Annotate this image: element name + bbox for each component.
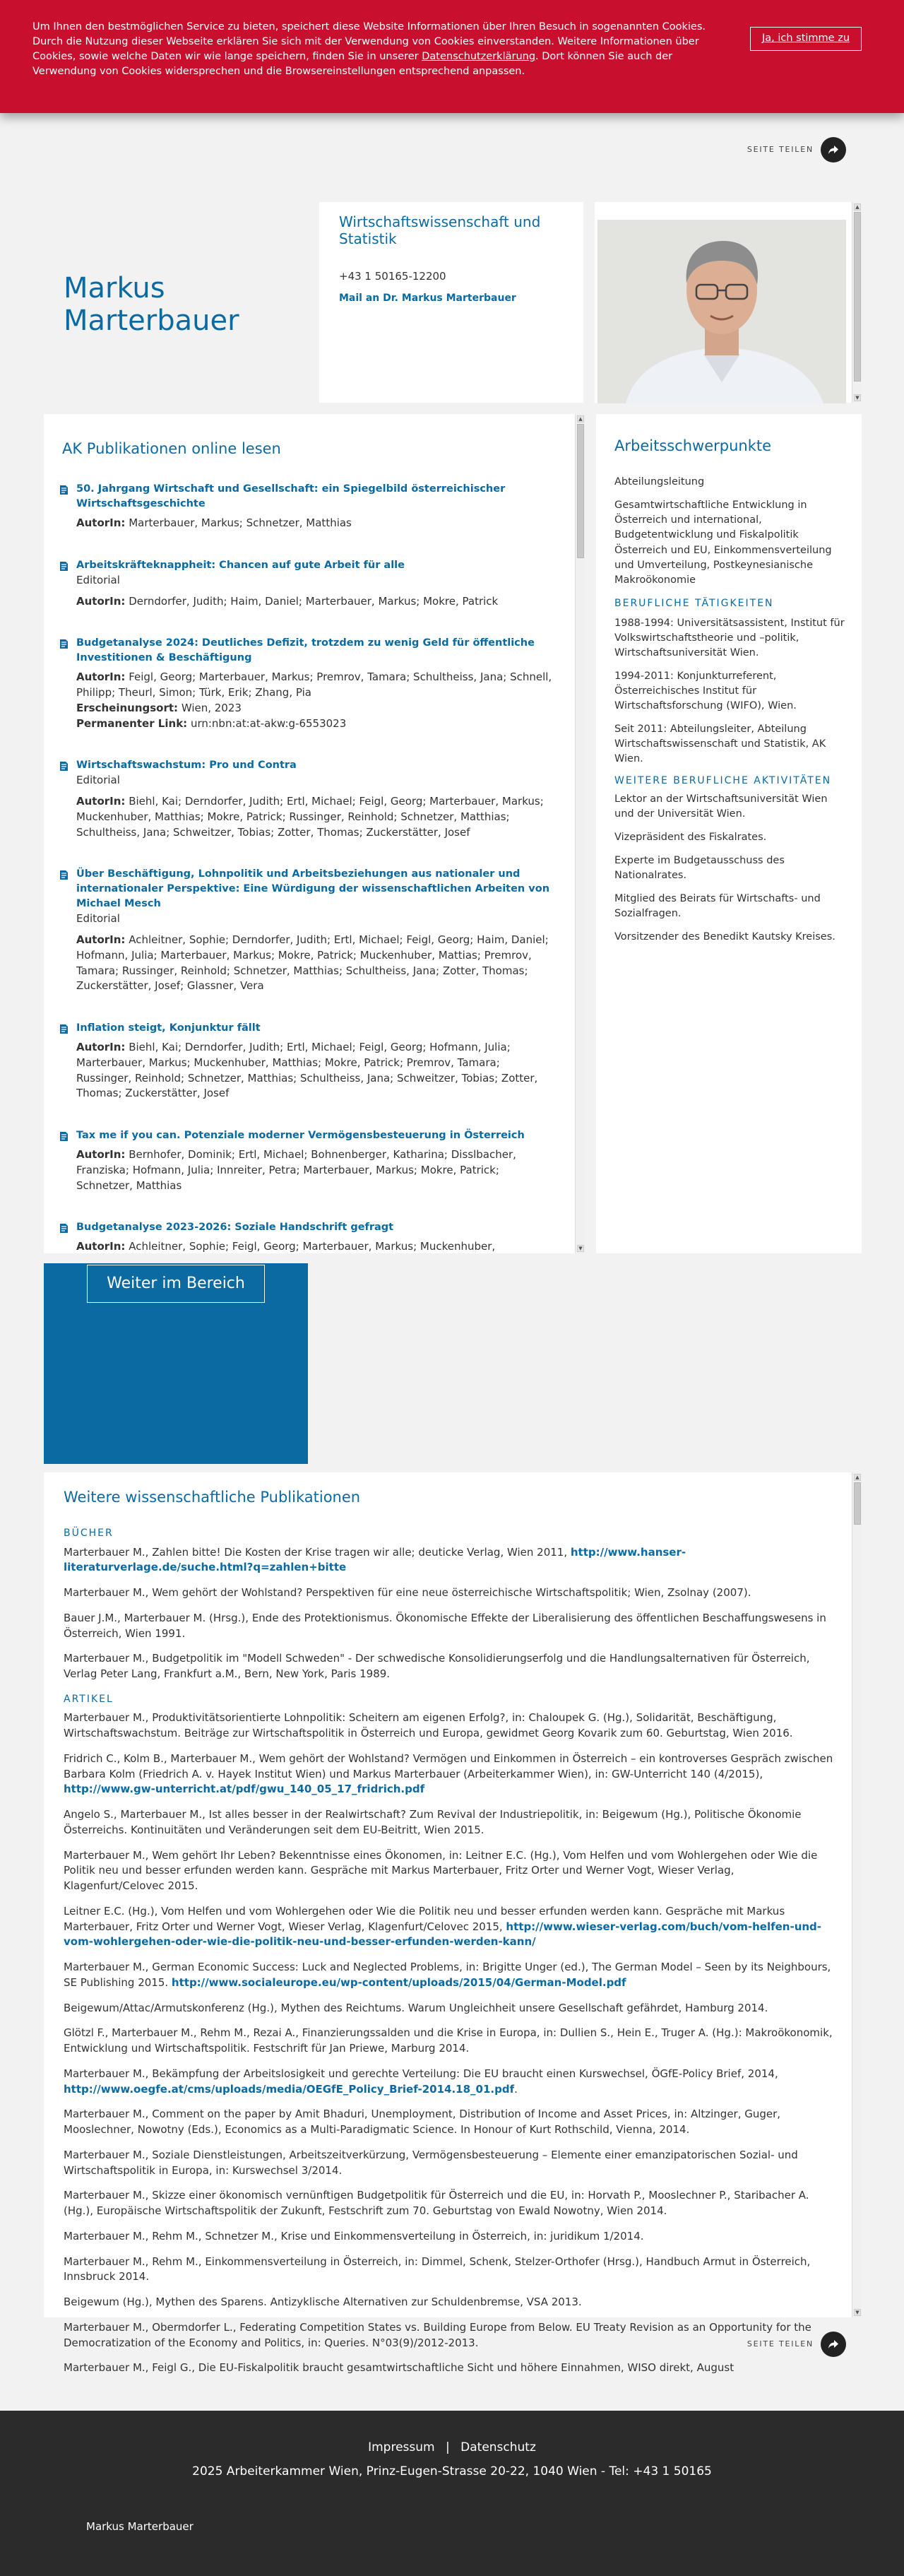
publication-body — [76, 558, 498, 610]
article-entry — [64, 2295, 833, 2310]
author-names: Bernhofer, Dominik; Ertl, Michael; Bohnenberger, Katharina; Disslbacher, Franziska; Hofmann, Julia; Innreiter, Petra; Marterbauer, Markus; Mokre, Patrick; Schnetzer, Matthias — [76, 1148, 516, 1192]
portrait-photo — [597, 220, 846, 403]
publication-body — [76, 867, 554, 994]
publication-title-link[interactable]: 50. Jahrgang Wirtschaft und Gesellschaft: ein Spiegelbild österreichischer Wirtschaftsgeschichte — [76, 483, 506, 510]
last-name: Marterbauer — [64, 305, 239, 337]
scroll-up-icon[interactable]: ▲ — [854, 203, 861, 211]
publications-scrollbar[interactable] — [575, 414, 585, 1253]
privacy-link[interactable]: Datenschutzerklärung — [422, 51, 536, 63]
cookie-text-part: . Dort können Sie auch der Verwendung von Cookies widersprechen und die Browsereinstellungen entsprechend anpassen. — [32, 51, 673, 78]
publication-title-link[interactable]: Über Beschäftigung, Lohnpolitik und Arbeitsbeziehungen aus nationaler und internationaler Perspektive: Eine Würdigung der wissenschaftlichen Arbeiten von Michael Mesch — [76, 868, 550, 910]
photo-scrollbar[interactable] — [852, 202, 862, 403]
footer-separator: | — [446, 2440, 450, 2454]
first-name: Markus — [64, 272, 165, 305]
article-entry — [64, 1848, 833, 1894]
profile-name — [64, 272, 239, 337]
publications-heading: AK Publikationen online lesen — [62, 440, 281, 457]
accept-cookies-button[interactable]: Ja, ich stimme zu — [750, 27, 862, 51]
publication-item — [59, 1220, 554, 1255]
article-entry — [64, 2001, 833, 2016]
footer-address: 2025 Arbeiterkammer Wien, Prinz-Eugen-Strasse 20-22, 1040 Wien - Tel: +43 1 50165 — [192, 2464, 712, 2478]
article-entry — [64, 2067, 833, 2098]
scroll-thumb[interactable] — [854, 1482, 861, 1525]
article-link[interactable]: http://www.oegfe.at/cms/uploads/media/OEGfE_Policy_Brief-2014.18_01.pdf — [64, 2082, 515, 2096]
publication-title-link[interactable]: Wirtschaftswachstum: Pro und Contra — [76, 760, 297, 772]
article-text: Marterbauer M., Comment on the paper by Amit Bhaduri, Unemployment, Distribution of Income and Asset Prices, in: Altzinger, Guger, Mooslechner, Nowotny (Eds.), Economics as a Multi-Paradigmatic Science. In Honour of Kurt Rothschild, Vienna, 2014. — [64, 2108, 781, 2137]
author-label: AutorIn: — [76, 670, 126, 684]
publication-title-link[interactable]: Budgetanalyse 2024: Deutliches Defizit, trotzdem zu wenig Geld für öffentliche Investitionen & Beschäftigung — [76, 637, 535, 664]
share-label: SEITE TEILEN — [747, 2339, 814, 2349]
article-entry — [64, 2361, 833, 2376]
publication-item — [59, 758, 554, 840]
place-value: Wien, 2023 — [181, 701, 242, 714]
author-label: AutorIn: — [76, 594, 126, 608]
author-label: AutorIn: — [76, 1148, 126, 1162]
publication-authors — [76, 933, 554, 994]
book-entry — [64, 1651, 833, 1682]
publication-item — [59, 1021, 554, 1101]
author-label: AutorIn: — [76, 933, 126, 947]
author-label: AutorIn: — [76, 516, 126, 530]
mail-link[interactable]: Mail an Dr. Markus Marterbauer — [339, 293, 516, 304]
article-entry — [64, 2229, 833, 2245]
article-entry — [64, 2107, 833, 2138]
publication-item — [59, 558, 554, 610]
author-label: AutorIn: — [76, 795, 126, 808]
book-entry — [64, 1545, 833, 1576]
footer-links — [0, 2439, 904, 2457]
article-entry — [64, 2148, 833, 2179]
publication-type: Editorial — [76, 573, 120, 586]
focus-panel — [596, 414, 862, 1253]
permalink-value[interactable]: urn:nbn:at:at-akw:g-6553023 — [190, 716, 347, 730]
book-text: Bauer J.M., Marterbauer M. (Hrsg.), Ende des Protektionismus. Ökonomische Effekte der Liberalisierung des öffentlichen Beschaffungswesens in Österreich, Wien 1991. — [64, 1611, 826, 1640]
publication-body — [76, 1128, 554, 1193]
document-icon — [59, 484, 69, 531]
document-icon — [59, 760, 69, 840]
document-icon — [59, 869, 69, 994]
scroll-down-icon[interactable]: ▼ — [854, 2309, 861, 2316]
article-entry — [64, 2320, 833, 2351]
article-text: Marterbauer M., Skizze einer ökonomisch vernünftigen Budgetpolitik für Österreich und die EU, in: Horvath P., Mooslechner P., Staribacher A. (Hg.), Europäische Wirtschaftspolitik der Zukunft, Festschrift zum 70. Geburtstag von Ewald Nowotny, Wien 2014. — [64, 2189, 809, 2218]
department-title: Wirtschaftswissenschaft und Statistik — [339, 213, 541, 247]
publication-permalink — [76, 716, 554, 732]
author-label: AutorIn: — [76, 1240, 126, 1253]
article-link[interactable]: http://www.socialeurope.eu/wp-content/uploads/2015/04/German-Model.pdf — [171, 1975, 626, 1989]
books-list — [64, 1545, 833, 1682]
article-link[interactable]: http://www.wieser-verlag.com/buch/vom-helfen-und-vom-wohlergehen-oder-wie-die-politik-neu-und-besser-erfunden-werden-kann/ — [64, 1920, 822, 1949]
publication-authors — [76, 516, 554, 531]
author-names: Biehl, Kai; Derndorfer, Judith; Ertl, Michael; Feigl, Georg; Marterbauer, Markus; Muckenhuber, Matthias; Mokre, Patrick; Russinger, Reinhold; Schnetzer, Matthias; Schultheiss, Jana; Schweitzer, Tobias; Zotter, Thomas; Zuckerstätter, Josef — [76, 795, 544, 839]
book-entry — [64, 1611, 833, 1642]
activity-item: Lektor an der Wirtschaftsuniversität Wien und der Universität Wien. — [614, 793, 828, 820]
scroll-thumb[interactable] — [854, 212, 861, 382]
publication-item — [59, 1128, 554, 1193]
publication-body — [76, 1220, 495, 1255]
article-entry — [64, 1904, 833, 1950]
article-link[interactable]: http://www.gw-unterricht.at/pdf/gwu_140_05_17_fridrich.pdf — [64, 1783, 425, 1796]
career-item: Seit 2011: Abteilungsleiter, Abteilung Wirtschaftswissenschaft und Statistik, AK Wien. — [614, 723, 826, 764]
footer — [0, 2411, 904, 2576]
focus-heading: Arbeitsschwerpunkte — [614, 437, 772, 454]
privacy-policy-link[interactable]: Datenschutz — [460, 2440, 536, 2454]
publication-place — [76, 701, 554, 716]
scroll-thumb[interactable] — [577, 424, 584, 558]
scroll-up-icon[interactable]: ▲ — [854, 1474, 861, 1481]
articles-list — [64, 1711, 833, 2376]
scroll-down-icon[interactable]: ▼ — [577, 1245, 584, 1252]
article-entry — [64, 1711, 833, 1742]
scroll-up-icon[interactable]: ▲ — [577, 415, 584, 423]
article-entry — [64, 2188, 833, 2219]
books-heading: BÜCHER — [64, 1528, 114, 1540]
publications-list — [59, 482, 554, 1282]
cookie-banner — [0, 0, 904, 113]
book-entry — [64, 1585, 833, 1601]
article-text: Angelo S., Marterbauer M., Ist alles besser in der Realwirtschaft? Zum Revival der Industriepolitik, in: Beigewum (Hg.), Politische Ökonomie Österreichs. Kontinuitäten und Veränderungen seit dem EU-Beitritt, Wien 2015. — [64, 1808, 802, 1836]
article-text: Marterbauer M., German Economic Success: Luck and Neglected Problems, in: Brigitte Unger (ed.), The German Model – Seen by its Neighbours, SE Publishing 2015. — [64, 1961, 831, 1989]
publication-body — [76, 482, 554, 531]
book-text: Marterbauer M., Wem gehört der Wohlstand? Perspektiven für eine neue österreichische Wirtschaftspolitik; Wien, Zsolnay (2007). — [64, 1586, 751, 1600]
article-entry — [64, 2255, 833, 2286]
publication-title-link[interactable]: Arbeitskräfteknappheit: Chancen auf gute Arbeit für alle — [76, 559, 405, 571]
publication-item — [59, 867, 554, 994]
contact-box — [319, 202, 583, 403]
share-icon[interactable] — [821, 2332, 846, 2357]
photo-box — [595, 202, 862, 403]
publication-authors — [76, 1239, 495, 1255]
publication-title-link[interactable]: Inflation steigt, Konjunktur fällt — [76, 1022, 261, 1034]
footer-name: Markus Marterbauer — [86, 2520, 194, 2533]
document-icon — [59, 560, 69, 610]
articles-heading: ARTIKEL — [64, 1693, 114, 1705]
publication-authors — [76, 594, 498, 610]
publication-authors — [76, 670, 554, 701]
article-text: Marterbauer M., Wem gehört Ihr Leben? Bekenntnisse eines Ökonomen, in: Leitner E.C. (Hg.), Vom Helfen und vom Wohlergehen oder Wie die Politik neu und besser erfunden werden kann. Gespräche mit Markus Marterbauer, Fritz Orter und Werner Vogt, Wieser Verlag, Klagenfurt/Celovec 2015. — [64, 1848, 818, 1893]
share-top[interactable] — [747, 137, 846, 163]
literature-heading: Weitere wissenschaftliche Publikationen — [64, 1489, 361, 1506]
impressum-link[interactable]: Impressum — [368, 2440, 435, 2454]
career-item: 1994-2011: Konjunkturreferent, Österreichisches Institut für Wirtschaftsforschung (WIFO), Wien. — [614, 670, 797, 711]
article-text: Marterbauer M., Soziale Dienstleistungen, Arbeitszeitverkürzung, Vermögensbesteuerung – Elemente einer emanzipatorischen Sozial- und Wirtschaftspolitik in Europa, in: Kurswechsel 3/2014. — [64, 2148, 798, 2177]
article-text: Marterbauer M., Rehm M., Schnetzer M., Krise und Einkommensverteilung in Österreich, in: juridikum 1/2014. — [64, 2229, 644, 2243]
career-heading: BERUFLICHE TÄTIGKEITEN — [614, 597, 774, 609]
activity-item: Vorsitzender des Benedikt Kautsky Kreises. — [614, 931, 835, 943]
publication-authors — [76, 1147, 554, 1193]
literature-content — [64, 1487, 833, 2386]
publication-authors — [76, 1040, 554, 1101]
author-names: Marterbauer, Markus; Schnetzer, Matthias — [129, 516, 352, 530]
article-text: Marterbauer M., Obermdorfer L., Federating Competition States vs. Building Europe from Below. EU Treaty Revision as an Opportunity for the Democratization of the Economy and Politics, in: Queries. N°03(9)/2012-2013. — [64, 2320, 811, 2349]
publication-title-link[interactable]: Budgetanalyse 2023-2026: Soziale Handschrift gefragt — [76, 1222, 394, 1234]
author-names: Derndorfer, Judith; Haim, Daniel; Marterbauer, Markus; Mokre, Patrick — [129, 594, 499, 608]
activity-item: Experte im Budgetausschuss des Nationalrates. — [614, 855, 785, 882]
focus-content — [614, 435, 848, 953]
cookie-text-part: Um Ihnen den bestmöglichen Service zu bieten, speichert diese Website Informationen über Ihren Besuch in sogenannten Cookies. Durch die Nutzung dieser Webseite erklären Sie sich mit der Verwendung von Cookies einverstanden. Weitere Informationen über Cookies, sowie welche Daten wir wie lange speichern, finden Sie in unserer — [32, 21, 706, 63]
publication-authors — [76, 794, 554, 840]
author-names: Feigl, Georg; Marterbauer, Markus; Premrov, Tamara; Schultheiss, Jana; Schnell, Philipp; Theurl, Simon; Türk, Erik; Zhang, Pia — [76, 670, 552, 699]
article-text: Marterbauer M., Bekämpfung der Arbeitslosigkeit und gerechte Verteilung: Die EU braucht einen Kurswechsel, ÖGfE-Policy Brief, 2014, — [64, 2067, 778, 2080]
publications-panel — [44, 414, 585, 1253]
activity-item: Mitglied des Beirats für Wirtschafts- und Sozialfragen. — [614, 893, 821, 920]
article-tail: . — [514, 2082, 518, 2096]
cookie-text — [32, 20, 739, 79]
document-icon — [59, 1023, 69, 1101]
focus-intro: Abteilungsleitung — [614, 476, 705, 488]
author-names: Biehl, Kai; Derndorfer, Judith; Ertl, Michael; Feigl, Georg; Hofmann, Julia; Marterbauer, Markus; Muckenhuber, Matthias; Mokre, Patrick; Premrov, Tamara; Russinger, Reinhold; Schnetzer, Matthias; Schultheiss, Jana; Schweitzer, Tobias; Zotter, Thomas; Zuckerstätter, Josef — [76, 1041, 538, 1100]
article-text: Marterbauer M., Feigl G., Die EU-Fiskalpolitik braucht gesamtwirtschaftliche Sicht und höhere Einnahmen, WISO direkt, August — [64, 2361, 734, 2375]
article-text: Beigewum/Attac/Armutskonferenz (Hg.), Mythen des Reichtums. Warum Ungleichheit unsere Gesellschaft gefährdet, Hamburg 2014. — [64, 2001, 768, 2014]
publication-type: Editorial — [76, 912, 120, 926]
book-link[interactable]: http://www.hanser-literaturverlage.de/suche.html?q=zahlen+bitte — [64, 1545, 686, 1574]
article-text: Marterbauer M., Rehm M., Einkommensverteilung in Österreich, in: Dimmel, Schenk, Stelzer-Orthofer (Hrsg.), Handbuch Armut in Österreich, Innsbruck 2014. — [64, 2255, 811, 2283]
book-text: Marterbauer M., Budgetpolitik im "Modell Schweden" - Der schwedische Konsolidierungserfolg und die Handlungsalternativen für Österreich, Verlag Peter Lang, Frankfurt a.M., Bern, New York, Paris 1989. — [64, 1652, 810, 1681]
author-names: Achleitner, Sophie; Feigl, Georg; Marterbauer, Markus; Muckenhuber, — [129, 1240, 496, 1253]
other-activities-heading: WEITERE BERUFLICHE AKTIVITÄTEN — [614, 774, 832, 786]
article-text: Fridrich C., Kolm B., Marterbauer M., Wem gehört der Wohlstand? Vermögen und Einkommen in Österreich – ein kontroverses Gespräch zwischen Barbara Kolm (Friedrich A. v. Hayek Institut Wien) und Markus Marterbauer (Arbeiterkammer Wien), in: GW-Unterricht 140 (4/2015), — [64, 1751, 833, 1780]
document-icon — [59, 1130, 69, 1193]
share-label: SEITE TEILEN — [747, 145, 814, 155]
article-entry — [64, 1960, 833, 1991]
share-bottom[interactable] — [747, 2332, 846, 2357]
more-in-section-button[interactable]: Weiter im Bereich — [87, 1265, 265, 1303]
author-label: AutorIn: — [76, 1041, 126, 1054]
focus-areas: Gesamtwirtschaftliche Entwicklung in Österreich und international, Budgetentwicklung und Fiskalpolitik Österreich und EU, Einkommensverteilung und Umverteilung, Postkeynesianische Makroökonomie — [614, 500, 832, 586]
document-icon — [59, 638, 69, 731]
publication-item — [59, 636, 554, 731]
activity-item: Vizepräsident des Fiskalrates. — [614, 832, 767, 844]
article-entry — [64, 1751, 833, 1797]
phone-number[interactable]: +43 1 50165-12200 — [339, 270, 446, 283]
permalink-label: Permanenter Link: — [76, 716, 188, 730]
article-text: Beigewum (Hg.), Mythen des Sparens. Antizyklische Alternativen zur Schuldenbremse, VSA 2013. — [64, 2296, 582, 2309]
article-entry — [64, 2026, 833, 2057]
literature-scrollbar[interactable] — [852, 1472, 862, 2317]
career-item: 1988-1994: Universitätsassistent, Institut für Volkswirtschaftstheorie und –politik, Wirtschaftsuniversität Wien. — [614, 617, 845, 658]
publication-body — [76, 636, 554, 731]
publication-type: Editorial — [76, 774, 120, 787]
publication-body — [76, 758, 554, 840]
share-icon[interactable] — [821, 137, 846, 163]
author-names: Achleitner, Sophie; Derndorfer, Judith; Ertl, Michael; Feigl, Georg; Haim, Daniel; Hofmann, Julia; Marterbauer, Markus; Mokre, Patrick; Muckenhuber, Mattias; Premrov, Tamara; Russinger, Reinhold; Schnetzer, Matthias; Schultheiss, Jana; Zotter, Thomas; Zuckerstätter, Josef; Glassner, Vera — [76, 933, 549, 993]
publication-title-link[interactable]: Tax me if you can. Potenziale moderner Vermögensbesteuerung in Österreich — [76, 1130, 525, 1142]
article-text: Leitner E.C. (Hg.), Vom Helfen und vom Wohlergehen oder Wie die Politik neu und besser erfunden werden kann. Gespräche mit Markus Marterbauer, Fritz Orter und Werner Vogt, Wieser Verlag, Klagenfurt/Celovec 2015, — [64, 1904, 785, 1933]
place-label: Erscheinungsort: — [76, 701, 179, 714]
publication-item — [59, 482, 554, 531]
scroll-down-icon[interactable]: ▼ — [854, 394, 861, 401]
book-text: Marterbauer M., Zahlen bitte! Die Kosten der Krise tragen wir alle; deuticke Verlag, Wien 2011, — [64, 1545, 571, 1559]
article-text: Marterbauer M., Produktivitätsorientierte Lohnpolitik: Scheitern am eigenen Erfolg?, in: Chaloupek G. (Hg.), Solidarität, Beschäftigung, Wirtschaftswachstum. Beiträge zur Wirtschaftspolitik in Österreich und Europa, gewidmet Georg Kovarik zum 60. Geburtstag, Wien 2016. — [64, 1711, 793, 1740]
document-icon — [59, 1222, 69, 1255]
article-entry — [64, 1807, 833, 1838]
article-text: Glötzl F., Marterbauer M., Rehm M., Rezai A., Finanzierungssalden und die Krise in Europa, in: Dullien S., Hein E., Truger A. (Hg.): Makroökonomik, Entwicklung und Wirtschaftspolitik. Festschrift für Jan Priewe, Marburg 2014. — [64, 2026, 833, 2055]
publication-body — [76, 1021, 554, 1101]
